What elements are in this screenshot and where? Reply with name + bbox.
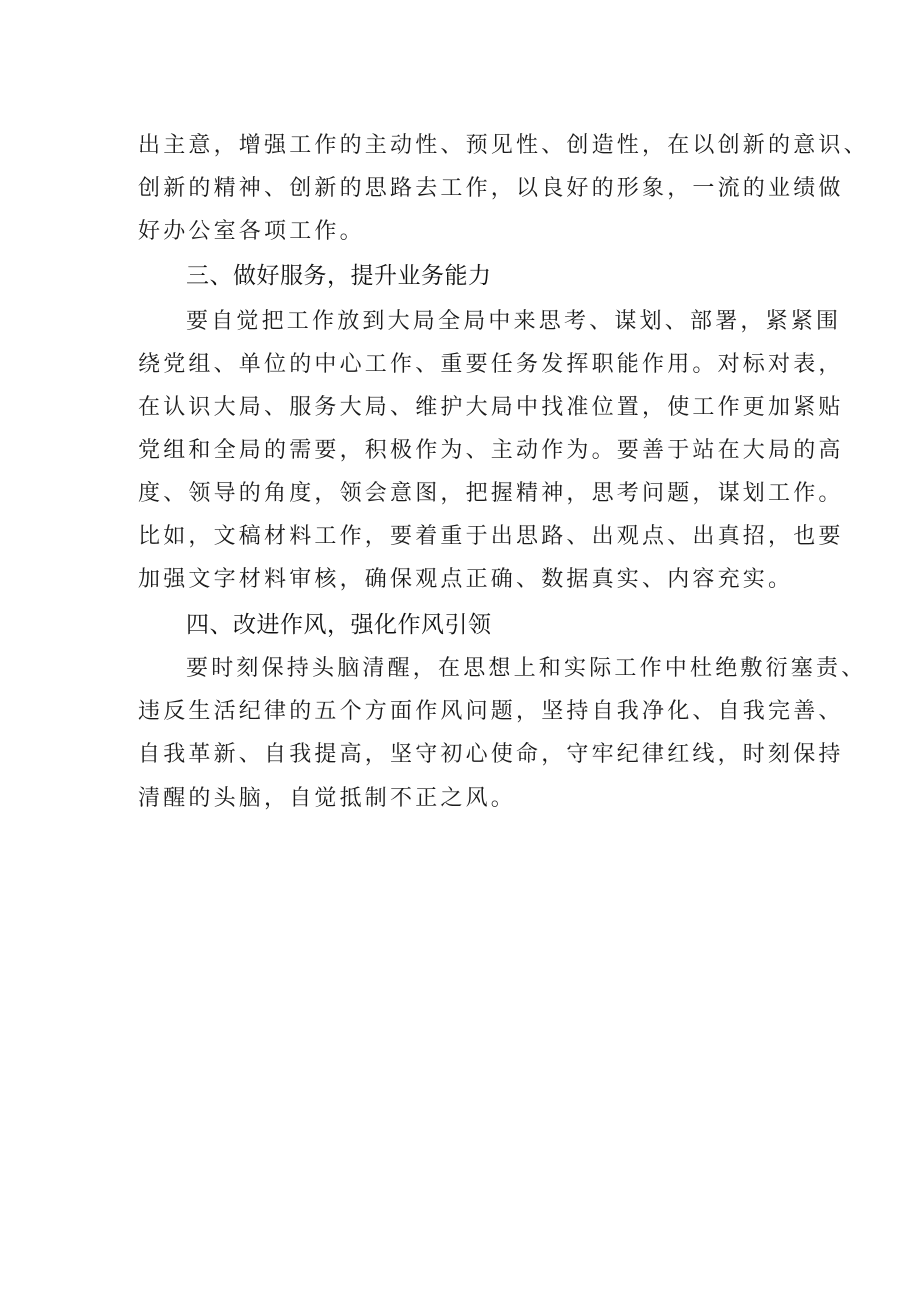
paragraph-line: 要自觉把工作放到大局全局中来思考、谋划、部署，紧紧围	[186, 309, 842, 334]
paragraph-line: 自我革新、自我提高，坚守初心使命，守牢纪律红线，时刻保持	[138, 742, 844, 767]
paragraph-line: 违反生活纪律的五个方面作风问题，坚持自我净化、自我完善、	[138, 699, 844, 724]
paragraph-line: 在认识大局、服务大局、维护大局中找准位置，使工作更加紧贴	[138, 395, 844, 420]
paragraph-line: 比如，文稿材料工作，要着重于出思路、出观点、出真招，也要	[138, 524, 844, 549]
paragraph-line: 党组和全局的需要，积极作为、主动作为。要善于站在大局的高	[138, 438, 844, 463]
paragraph-line: 绕党组、单位的中心工作、重要任务发挥职能作用。对标对表，	[138, 352, 844, 377]
paragraph-line: 加强文字材料审核，确保观点正确、数据真实、内容充实。	[138, 567, 794, 592]
section-heading: 三、做好服务，提升业务能力	[186, 263, 492, 289]
paragraph-line: 创新的精神、创新的思路去工作，以良好的形象，一流的业绩做	[138, 176, 844, 201]
paragraph-line: 度、领导的角度，领会意图，把握精神，思考问题，谋划工作。	[138, 481, 844, 506]
paragraph-line: 好办公室各项工作。	[138, 219, 365, 244]
paragraph-line: 要时刻保持头脑清醒，在思想上和实际工作中杜绝敷衍塞责、	[186, 656, 867, 681]
paragraph-line: 清醒的头脑，自觉抵制不正之风。	[138, 786, 517, 811]
paragraph-line: 出主意，增强工作的主动性、预见性、创造性，在以创新的意识、	[138, 133, 869, 158]
section-heading: 四、改进作风，强化作风引领	[186, 612, 492, 638]
